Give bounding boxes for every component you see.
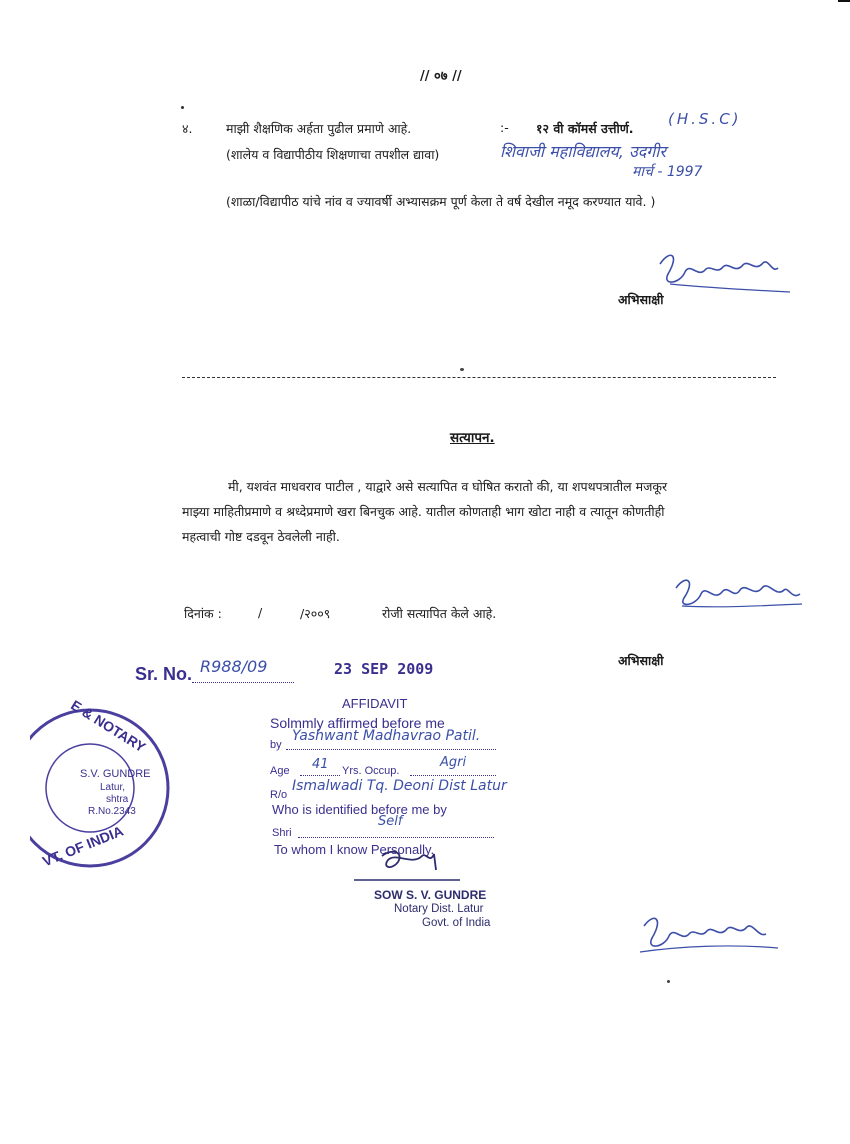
notary-place: Notary Dist. Latur [394, 903, 484, 915]
serial-value: R988/09 [200, 657, 268, 676]
edge-mark [838, 0, 850, 2]
education-handwritten-year: मार्च - 1997 [632, 164, 703, 180]
date-slash: / [258, 605, 263, 620]
education-value: १२ वी कॉमर्स उत्तीर्ण. [536, 121, 634, 136]
affidavit-shri-label: Shri [272, 827, 292, 839]
affidavit-age-label: Age [270, 765, 290, 777]
verification-line-1: मी, यशवंत माधवराव पाटील , याद्वारे असे सत्यापित व घोषित करातो की, या शपथपत्रातील मजकूर [228, 479, 668, 494]
affidavit-by-label: by [270, 739, 282, 751]
notary-signature-graphic [352, 846, 462, 886]
seal-bottom-text: VT. OF INDIA [40, 822, 126, 870]
date-year: /२००९ [300, 606, 331, 621]
section-divider [182, 377, 776, 378]
affidavit-title: AFFIDAVIT [342, 696, 408, 711]
seal-name: S.V. GUNDRE [80, 768, 151, 780]
ink-dot [460, 368, 464, 371]
deponent-label-2: अभिसाक्षी [618, 653, 664, 668]
ink-dot [667, 980, 670, 983]
verification-line-3: महत्वाची गोष्ट दडवून ठेवलेली नाही. [182, 529, 340, 544]
affidavit-occup-value: Agri [440, 755, 467, 770]
notary-govt: Govt. of India [422, 917, 491, 929]
page-number: // ०७ // [420, 69, 462, 84]
item-number: ४. [182, 121, 193, 136]
seal-state: shtra [106, 794, 129, 805]
verification-title: सत्यापन. [450, 430, 495, 446]
affidavit-identified: Who is identified before me by [272, 802, 447, 817]
education-instruction: (शाळा/विद्यापीठ यांचे नांव व ज्यावर्षी अभ्यासक्रम पूर्ण केला ते वर्ष देखील नमूद करण्यात यावे. ) [226, 194, 656, 209]
date-label: दिनांक : [184, 606, 222, 621]
affidavit-known: To whom I know Personally. [274, 842, 435, 857]
education-handwritten-school: शिवाजी महाविद्यालय, उदगीर [500, 142, 666, 161]
signature-3-graphic [632, 908, 782, 958]
affidavit-age-value: 41 [312, 757, 329, 772]
deponent-label-1: अभिसाक्षी [618, 292, 664, 307]
date-suffix: रोजी सत्यापित केले आहे. [382, 606, 497, 621]
affidavit-line-1: Solmmly affirmed before me [270, 715, 445, 731]
affidavit-by-value: Yashwant Madhavrao Patil. [292, 728, 481, 744]
education-label: माझी शैक्षणिक अर्हता पुढील प्रमाणे आहे. [226, 121, 412, 136]
seal-reg: R.No.2343 [88, 806, 136, 817]
verification-line-2: माझ्या माहितीप्रमाणे व श्रध्देप्रमाणे खरा बिनचुक आहे. यातील कोणताही भाग खोटा नाही व त्यातून कोणतीही [182, 504, 665, 519]
serial-label: Sr. No. [135, 664, 193, 684]
notary-signature [352, 846, 462, 890]
signature-2 [668, 572, 808, 616]
education-separator: :- [500, 120, 509, 135]
affidavit-shri-value: Self [378, 814, 403, 829]
signature-2-graphic [668, 572, 808, 612]
affidavit-occup-label: Yrs. Occup. [342, 765, 400, 777]
signature-3 [632, 908, 782, 962]
education-detail-label: (शालेय व विद्यापीठीय शिक्षणाचा तपशील द्यावा) [226, 147, 440, 162]
seal-place: Latur, [100, 782, 126, 793]
signature-1 [650, 244, 800, 298]
ink-dot [181, 106, 184, 109]
seal-top-text: E & NOTARY [68, 696, 149, 756]
affidavit-ro-value: Ismalwadi Tq. Deoni Dist Latur [292, 778, 507, 794]
signature-1-graphic [650, 244, 800, 294]
notary-name: SOW S. V. GUNDRE [374, 888, 487, 902]
affidavit-ro-label: R/o [270, 789, 288, 801]
stamp-date: 23 SEP 2009 [334, 660, 434, 678]
education-handwritten-note: (H.S.C) [668, 110, 742, 128]
